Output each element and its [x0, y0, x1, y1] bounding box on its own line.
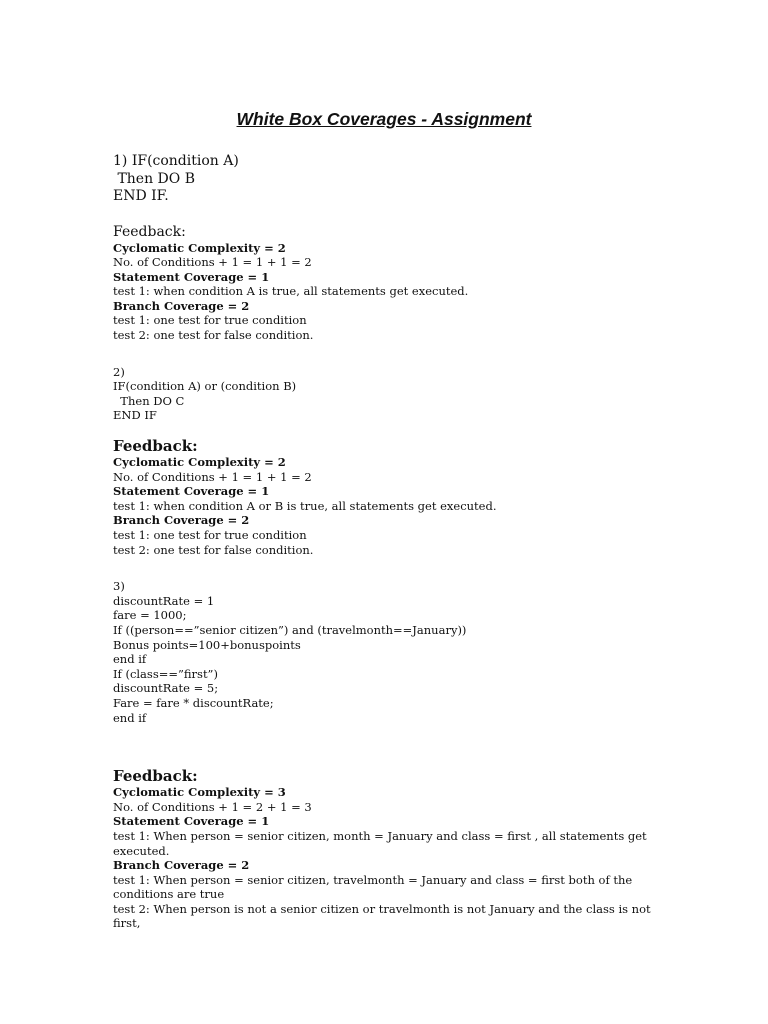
q2-branch-coverage: Branch Coverage = 2: [113, 513, 250, 528]
question-2: [113, 365, 673, 423]
q2-statement-coverage: Statement Coverage = 1: [113, 484, 270, 499]
q3-conditions: No. of Conditions + 1 = 2 + 1 = 3: [113, 799, 312, 814]
q3-feedback: [113, 767, 673, 931]
q3-cyclomatic-complexity: Cyclomatic Complexity = 3: [113, 785, 286, 800]
q2-code-line: 2): [113, 364, 125, 379]
q1-feedback: [113, 223, 673, 343]
q2-conditions: No. of Conditions + 1 = 1 + 1 = 2: [113, 469, 312, 484]
q3-code-line: end if: [113, 652, 147, 667]
document-body: [113, 153, 673, 931]
q3-code-line: discountRate = 1: [113, 593, 215, 608]
page-title: White Box Coverages - Assignment: [236, 109, 532, 129]
q2-cyclomatic-complexity: Cyclomatic Complexity = 2: [113, 455, 286, 470]
q3-statement-coverage: Statement Coverage = 1: [113, 814, 270, 829]
q2-code-line: END IF: [113, 408, 157, 423]
q1-feedback-heading: Feedback:: [113, 223, 186, 240]
q2-branch-test-1: test 1: one test for true condition: [113, 528, 307, 542]
q2-code-line: Then DO C: [113, 393, 185, 408]
q3-code-line: Fare = fare * discountRate;: [113, 695, 274, 710]
q1-branch-test-1: test 1: one test for true condition: [113, 313, 307, 328]
q1-branch-coverage: Branch Coverage = 2: [113, 298, 250, 313]
q3-branch-test-1: test 1: When person = senior citizen, travelmonth = January and class = first both of the conditions are true: [113, 872, 633, 902]
q1-branch-test-2: test 2: one test for false condition.: [113, 328, 314, 343]
q3-code-line: 3): [113, 579, 125, 594]
q1-conditions: No. of Conditions + 1 = 1 + 1 = 2: [113, 255, 312, 270]
q2-code-line: IF(condition A) or (condition B): [113, 379, 297, 394]
q2-branch-test-2: test 2: one test for false condition.: [113, 542, 314, 557]
q1-statement-test-1: test 1: when condition A is true, all statements get executed.: [113, 284, 469, 299]
q2-feedback-heading: Feedback:: [113, 437, 198, 456]
q3-feedback-heading: Feedback:: [113, 767, 198, 786]
q3-statement-test-1: test 1: When person = senior citizen, month = January and class = first , all statements get executed.: [113, 828, 647, 858]
q3-code-line: If (class==”first”): [113, 666, 218, 681]
q3-code-line: If ((person==”senior citizen”) and (travelmonth==January)): [113, 622, 467, 637]
q1-code-line: END IF.: [113, 188, 169, 204]
q2-feedback: [113, 437, 673, 557]
q1-cyclomatic-complexity: Cyclomatic Complexity = 2: [113, 240, 286, 255]
question-1: [113, 153, 673, 206]
q3-code-line: end if: [113, 710, 147, 725]
q1-code-line: 1) IF(condition A): [113, 153, 239, 169]
q3-code-line: Bonus points=100+bonuspoints: [113, 637, 301, 652]
q1-statement-coverage: Statement Coverage = 1: [113, 269, 270, 284]
q3-branch-coverage: Branch Coverage = 2: [113, 858, 250, 873]
question-3: [113, 579, 673, 725]
q3-code-line: fare = 1000;: [113, 608, 187, 623]
q1-code-line: Then DO B: [113, 170, 195, 187]
q2-statement-test-1: test 1: when condition A or B is true, all statements get executed.: [113, 498, 497, 513]
q3-branch-test-2: test 2: When person is not a senior citizen or travelmonth is not January and the class is not first,: [113, 901, 651, 931]
q3-code-line: discountRate = 5;: [113, 681, 219, 696]
